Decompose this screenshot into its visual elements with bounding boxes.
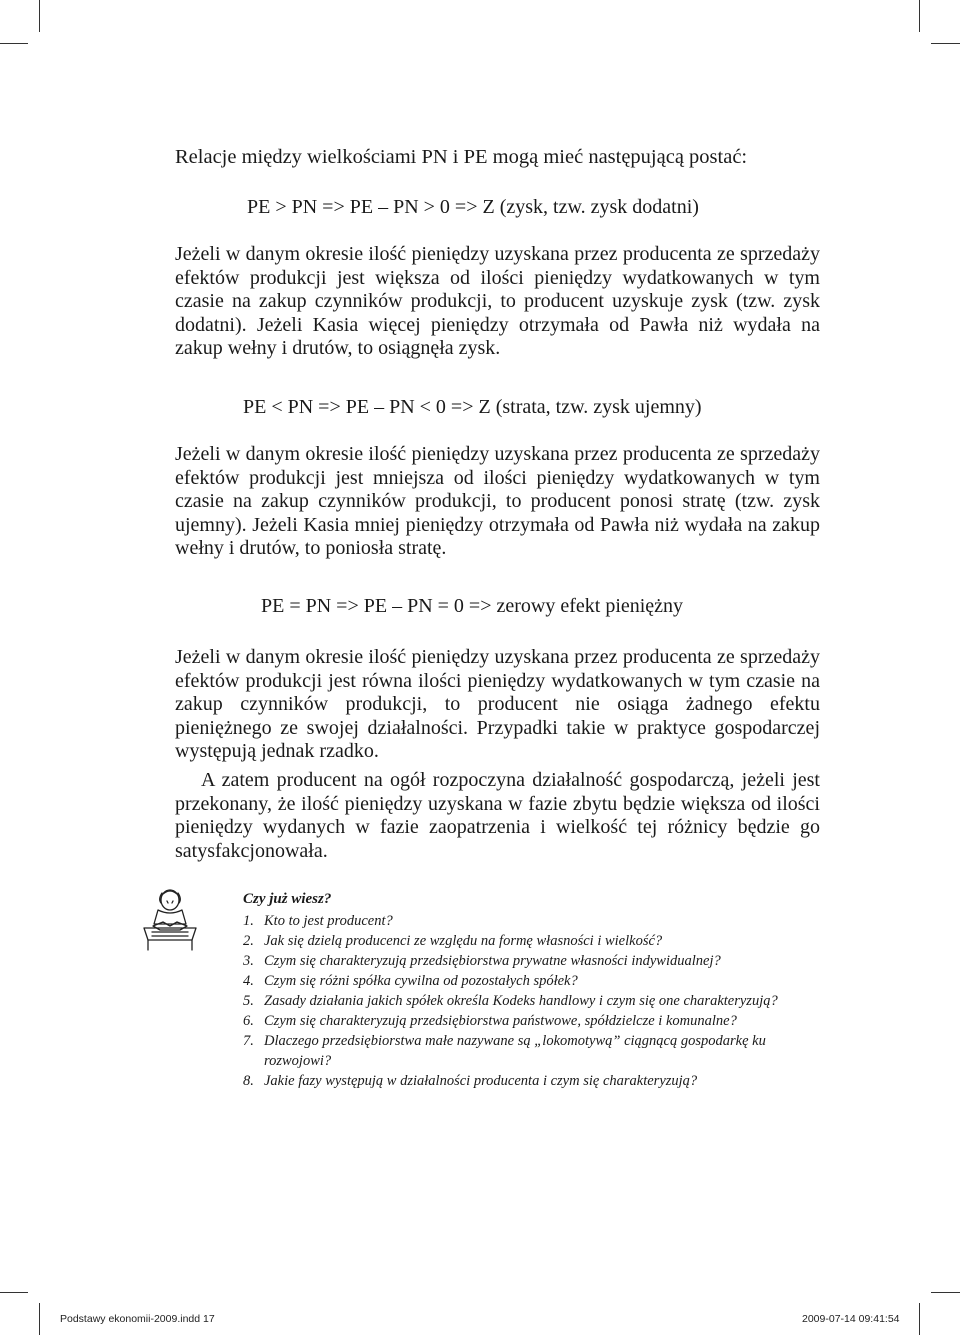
formula-zero: PE = PN => PE – PN = 0 => zerowy efekt pieniężny [261,595,684,617]
crop-mark [39,0,40,32]
question-number: 5. [243,993,254,1009]
paragraph-zero: Jeżeli w danym okresie ilość pieniędzy uzyskana przez producenta ze sprzedaży efektów produkcji jest równa ilości pieniędzy wydatkowanych w tym czasie na zakup czynników produkcji, to producent nie osiąga żadnego efektu pieniężnego ze swojej działalności. Przypadki takie w praktyce gospodarczej występują jednak rzadko. [175,646,820,763]
formula-loss: PE < PN => PE – PN < 0 => Z (strata, tzw. zysk ujemny) [243,396,702,418]
crop-mark [919,1303,920,1335]
question-text: Jakie fazy występują w działalności producenta i czym się charakteryzują? [264,1073,698,1089]
question-text: Czym się charakteryzują przedsiębiorstwa prywatne własności indywidualnej? [264,953,721,969]
quiz-question [243,931,823,951]
quiz-section [243,889,823,1091]
quiz-question [243,991,823,1011]
quiz-question [243,971,823,991]
question-text: Dlaczego przedsiębiorstwa małe nazywane są „lokomotywą” ciągnącą gospodarkę ku rozwojowi? [264,1033,766,1069]
crop-mark [0,43,28,44]
question-number: 4. [243,973,254,989]
crop-mark [931,1292,960,1293]
question-number: 8. [243,1073,254,1089]
quiz-title: Czy już wiesz? [243,891,332,907]
question-number: 6. [243,1013,254,1029]
question-number: 1. [243,913,254,929]
footer-timestamp: 2009-07-14 09:41:54 [802,1313,900,1325]
question-text: Czym się charakteryzują przedsiębiorstwa państwowe, spółdzielcze i komunalne? [264,1013,737,1029]
crop-mark [919,0,920,32]
quiz-question [243,1031,823,1071]
quiz-question [243,911,823,931]
crop-mark [0,1292,28,1293]
question-number: 3. [243,953,254,969]
question-text: Czym się różni spółka cywilna od pozostałych spółek? [264,973,578,989]
paragraph-profit: Jeżeli w danym okresie ilość pieniędzy uzyskana przez producenta ze sprzedaży efektów produkcji jest większa od ilości pieniędzy wydatkowanych w tym czasie na zakup czynników produkcji, to producent uzyskuje zysk (tzw. zysk dodatni). Jeżeli Kasia więcej pieniędzy otrzymała od Pawła niż wydała na zakup wełny i drutów, to osiągnęła zysk. [175,243,820,360]
quiz-question [243,1011,823,1031]
quiz-question [243,951,823,971]
crop-mark [39,1303,40,1335]
question-number: 2. [243,933,254,949]
intro-text: Relacje między wielkościami PN i PE mogą mieć następującą postać: [175,146,748,168]
paragraph-loss: Jeżeli w danym okresie ilość pieniędzy uzyskana przez producenta ze sprzedaży efektów produkcji jest mniejsza od ilości pieniędzy wydatkowanych w tym czasie na zakup czynników produkcji, to producent ponosi stratę (tzw. zysk ujemny). Jeżeli Kasia mniej pieniędzy otrzymała od Pawła niż wydała na zakup wełny i drutów, to poniosła stratę. [175,443,820,560]
question-text: Jak się dzielą producenci ze względu na formę własności i wielkość? [264,933,663,949]
formula-profit: PE > PN => PE – PN > 0 => Z (zysk, tzw. zysk dodatni) [247,196,699,218]
question-text: Zasady działania jakich spółek określa Kodeks handlowy i czym się one charakteryzują? [264,993,778,1009]
question-text: Kto to jest producent? [264,913,393,929]
student-reading-icon [138,886,202,952]
question-number: 7. [243,1033,254,1049]
crop-mark [931,43,960,44]
footer-filename: Podstawy ekonomii-2009.indd 17 [60,1313,215,1325]
quiz-question [243,1071,823,1091]
paragraph-conclusion: A zatem producent na ogół rozpoczyna działalność gospodarczą, jeżeli jest przekonany, że ilość pieniędzy uzyskana w fazie zbytu będzie większa od ilości pieniędzy wydanych w fazie zaopatrzenia i wielkość tej różnicy będzie go satysfakcjonowała. [175,769,820,862]
